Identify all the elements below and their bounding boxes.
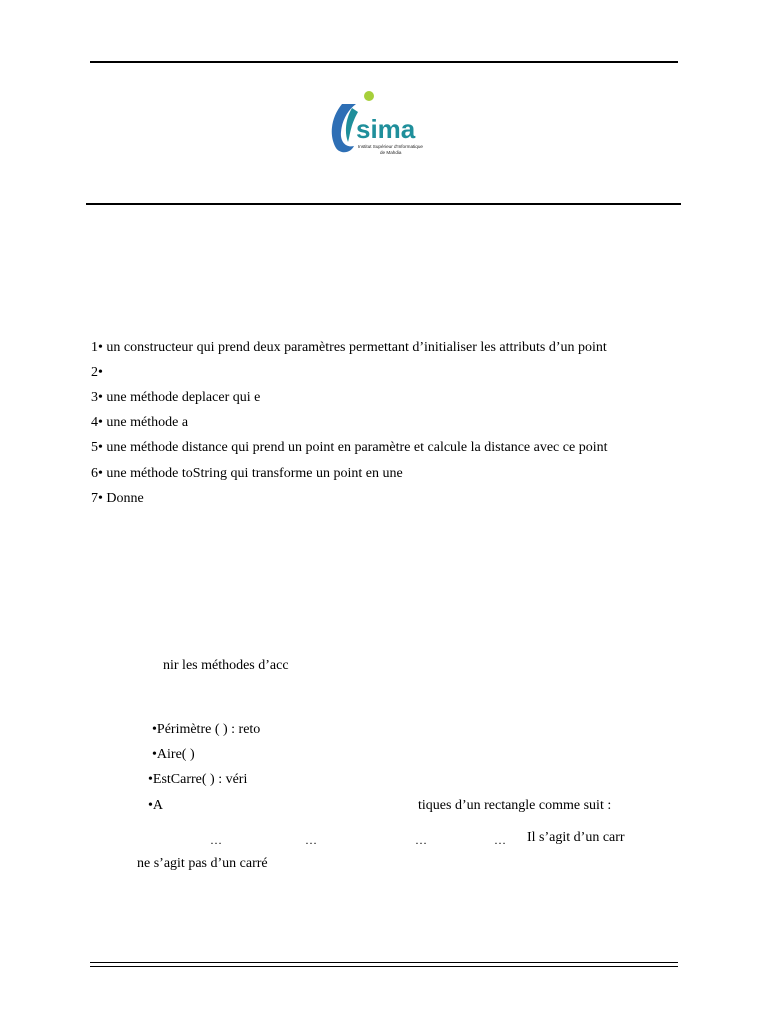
carre-text: Il s’agit d’un carr [527, 830, 625, 845]
footer-rule-lower [90, 966, 678, 967]
list-item: 3• une méthode deplacer qui e [91, 390, 261, 405]
list-item: 5• une méthode distance qui prend un point en paramètre et calcule la distance avec ce point [91, 440, 608, 455]
section2-intro: nir les méthodes d’acc [163, 658, 289, 673]
footer-rule-upper [90, 962, 678, 963]
logo-wordmark: sima [356, 114, 416, 144]
list-item: 2• [91, 365, 103, 380]
logo-tagline-2: de Mahdia [380, 150, 402, 155]
bullet-item: •Aire( ) [152, 747, 195, 762]
bullet-item: •A [148, 798, 164, 813]
header-top-rule [90, 61, 678, 63]
list-item: 1• un constructeur qui prend deux paramètres permettant d’initialiser les attributs d’un point [91, 340, 607, 355]
bullet-item-tail: tiques d’un rectangle comme suit : [418, 798, 612, 813]
isima-logo [328, 86, 436, 162]
ellipsis: … [305, 833, 317, 847]
logo-dot [364, 91, 374, 101]
list-item: 6• une méthode toString qui transforme un point en une [91, 466, 403, 481]
header-bottom-rule [86, 203, 681, 205]
ellipsis: … [494, 833, 506, 847]
not-carre-text: ne s’agit pas d’un carré [137, 856, 268, 871]
bullet-item: •EstCarre( ) : véri [148, 772, 248, 787]
list-item: 4• une méthode a [91, 415, 189, 430]
ellipsis: … [210, 833, 222, 847]
logo-tagline-1: Institut Supérieur d'Informatique [358, 144, 423, 149]
list-item: 7• Donne [91, 491, 144, 506]
ellipsis: … [415, 833, 427, 847]
bullet-item: •Périmètre ( ) : reto [152, 722, 261, 737]
